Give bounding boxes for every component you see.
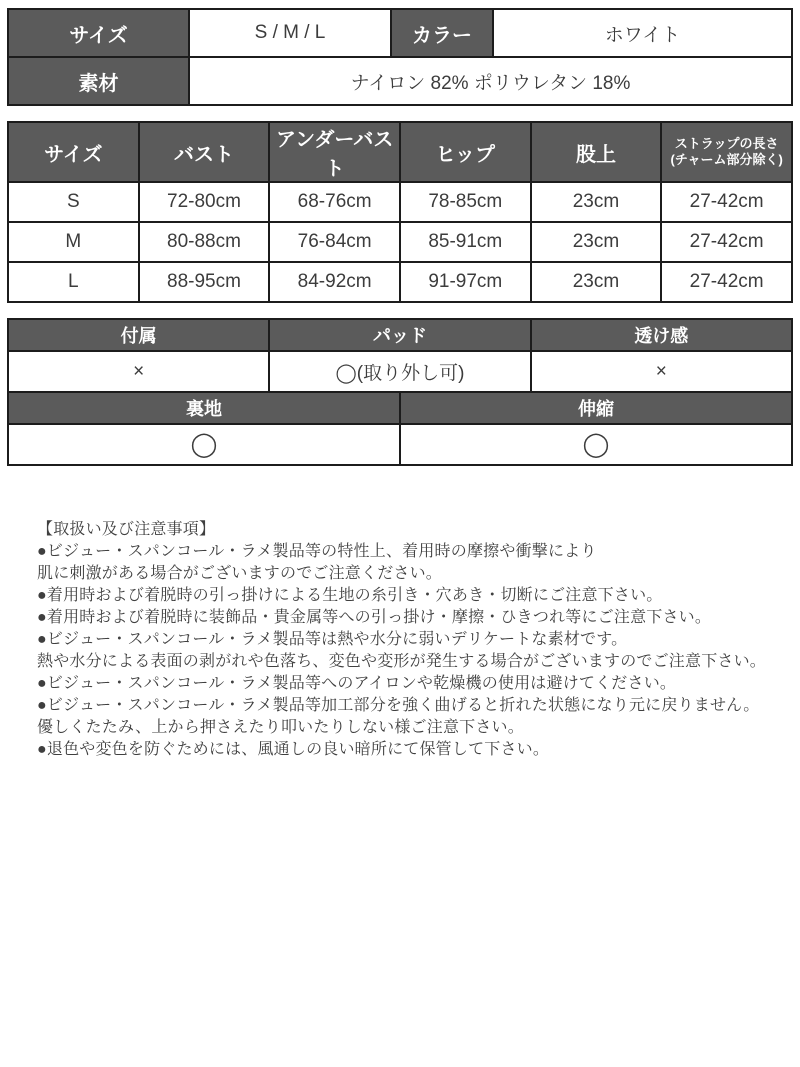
cell-bust: 72-80cm (139, 182, 270, 222)
feature-value-row-1 (8, 351, 792, 392)
spec-color-value: ホワイト (493, 9, 792, 57)
size-chart-header-bust: バスト (139, 122, 270, 182)
cell-underbust: 84-92cm (269, 262, 400, 302)
size-chart-header-underbust: アンダーバスト (269, 122, 400, 182)
spec-size-value: S / M / L (189, 9, 391, 57)
size-chart-header-hip: ヒップ (400, 122, 531, 182)
size-chart-row-l (8, 262, 792, 302)
cell-rise: 23cm (531, 262, 662, 302)
cell-rise: 23cm (531, 182, 662, 222)
spec-row-material (8, 57, 792, 105)
size-chart-row-m (8, 222, 792, 262)
care-note-line: ●ビジュー・スパンコール・ラメ製品等の特性上、着用時の摩擦や衝撃により (37, 543, 597, 560)
size-chart-row-s (8, 182, 792, 222)
feature-value-row-2 (8, 424, 792, 465)
cell-size: L (8, 262, 139, 302)
cell-underbust: 68-76cm (269, 182, 400, 222)
size-chart-header-strap (661, 122, 792, 182)
spec-color-label: カラー (391, 9, 493, 57)
size-chart-table (7, 121, 793, 303)
cell-size: S (8, 182, 139, 222)
care-notes (37, 519, 783, 761)
size-chart-header-rise: 股上 (531, 122, 662, 182)
cell-hip: 78-85cm (400, 182, 531, 222)
cell-underbust: 76-84cm (269, 222, 400, 262)
care-note-line: 肌に刺激がある場合がございますのでご注意ください。 (37, 565, 443, 582)
feature-header-sheerness: 透け感 (531, 319, 792, 351)
strap-header-line1: ストラップの長さ (674, 135, 779, 151)
care-note-line: ●ビジュー・スパンコール・ラメ製品等へのアイロンや乾燥機の使用は避けてください。 (37, 675, 677, 692)
care-note-line: 優しくたたみ、上から押さえたり叩いたりしない様ご注意下さい。 (37, 719, 524, 736)
cell-bust: 88-95cm (139, 262, 270, 302)
care-note-line: ●退色や変色を防ぐためには、風通しの良い暗所にて保管して下さい。 (37, 741, 550, 758)
care-note-line: ●ビジュー・スパンコール・ラメ製品等加工部分を強く曲げると折れた状態になり元に戻りません。 (37, 697, 760, 714)
cell-strap: 27-42cm (661, 182, 792, 222)
feature-value-lining: ◯ (8, 424, 400, 465)
care-note-line: ●着用時および着脱時に装飾品・貴金属等への引っ掛け・摩擦・ひきつれ等にご注意下さい。 (37, 609, 712, 626)
cell-strap: 27-42cm (661, 222, 792, 262)
feature-table (7, 318, 793, 466)
feature-value-stretch: ◯ (400, 424, 792, 465)
care-note-line: ●着用時および着脱時の引っ掛けによる生地の糸引き・穴あき・切断にご注意下さい。 (37, 587, 663, 604)
feature-value-pad: ◯(取り外し可) (269, 351, 530, 392)
spec-row-size-color (8, 9, 792, 57)
care-note-line: ●ビジュー・スパンコール・ラメ製品等は熱や水分に弱いデリケートな素材です。 (37, 631, 628, 648)
care-notes-title: 【取扱い及び注意事項】 (37, 521, 216, 538)
cell-hip: 91-97cm (400, 262, 531, 302)
strap-header-line2: (チャーム部分除く) (670, 152, 783, 167)
feature-header-row-2 (8, 392, 792, 424)
spec-size-label: サイズ (8, 9, 189, 57)
feature-value-accessory: × (8, 351, 269, 392)
feature-value-sheerness: × (531, 351, 792, 392)
spec-table (7, 8, 793, 106)
cell-strap: 27-42cm (661, 262, 792, 302)
cell-bust: 80-88cm (139, 222, 270, 262)
cell-size: M (8, 222, 139, 262)
size-chart-header-row (8, 122, 792, 182)
spec-material-value: ナイロン 82% ポリウレタン 18% (189, 57, 792, 105)
size-chart-header-size: サイズ (8, 122, 139, 182)
feature-header-pad: パッド (269, 319, 530, 351)
feature-header-accessory: 付属 (8, 319, 269, 351)
spec-material-label: 素材 (8, 57, 189, 105)
cell-hip: 85-91cm (400, 222, 531, 262)
cell-rise: 23cm (531, 222, 662, 262)
feature-header-row-1 (8, 319, 792, 351)
feature-header-lining: 裏地 (8, 392, 400, 424)
care-note-line: 熱や水分による表面の剥がれや色落ち、変色や変形が発生する場合がございますのでご注意下さい。 (37, 653, 767, 670)
feature-header-stretch: 伸縮 (400, 392, 792, 424)
